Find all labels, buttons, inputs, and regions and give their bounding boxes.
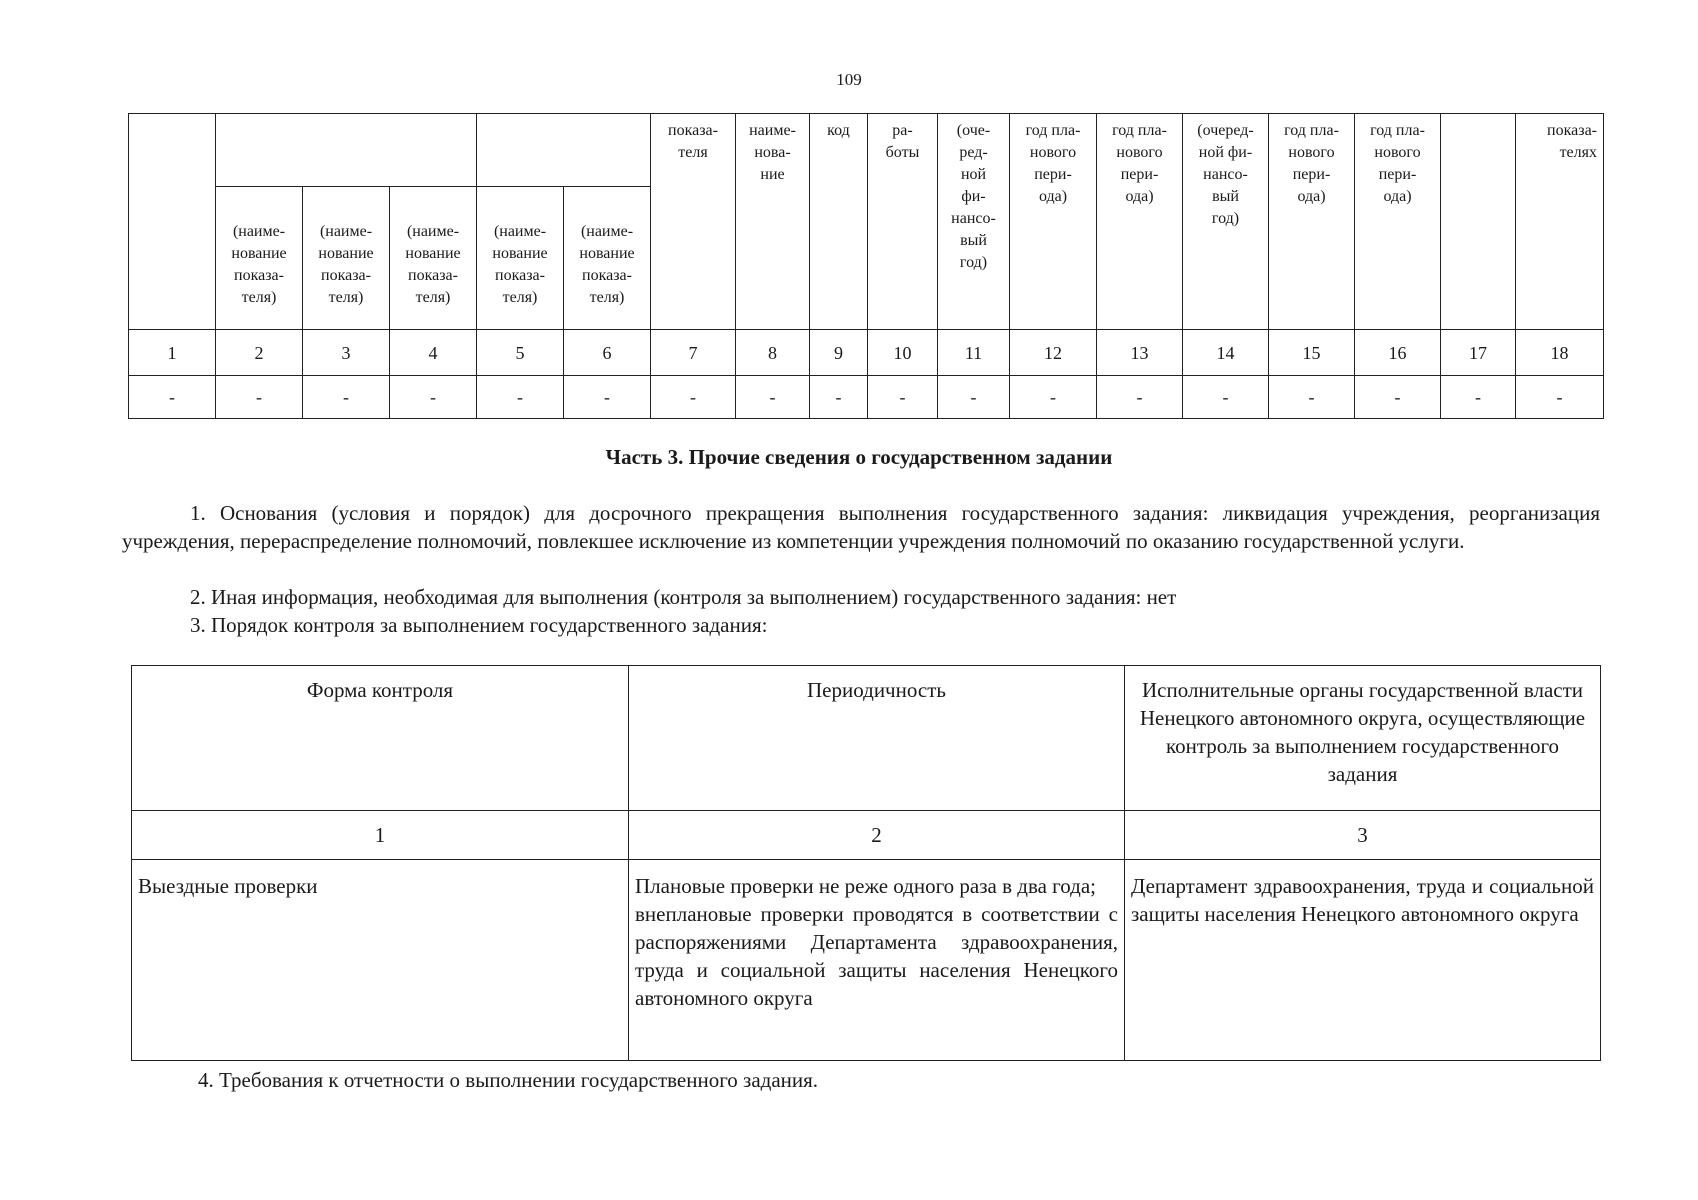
dash-cell: - xyxy=(736,376,810,419)
page-number: 109 xyxy=(836,70,862,89)
paragraph-control-order: 3. Порядок контроля за выполнением государственного задания: xyxy=(190,613,768,637)
header-cell xyxy=(1441,114,1516,330)
column-number: 7 xyxy=(651,330,736,376)
dash-cell: - xyxy=(303,376,390,419)
header-cell: год пла- нового пери- ода) xyxy=(1269,114,1355,330)
column-number: 9 xyxy=(810,330,868,376)
dash-cell: - xyxy=(216,376,303,419)
column-number: 8 xyxy=(736,330,810,376)
paragraph-other-info: 2. Иная информация, необходимая для выполнения (контроля за выполнением) государственного задания: нет xyxy=(190,585,1177,609)
header-cell: код xyxy=(810,114,868,330)
control-table xyxy=(131,665,1601,1061)
column-number: 3 xyxy=(1125,811,1601,860)
table-row xyxy=(129,376,1604,419)
column-number: 5 xyxy=(477,330,564,376)
header-cell xyxy=(129,114,216,330)
header-cell: наиме- нова- ние xyxy=(736,114,810,330)
column-number: 10 xyxy=(868,330,938,376)
dash-cell: - xyxy=(390,376,477,419)
header-executive-bodies: Исполнительные органы государственной власти Ненецкого автономного округа, осуществляющие контроль за выполнением государственного задания xyxy=(1125,666,1601,811)
column-number: 4 xyxy=(390,330,477,376)
column-number: 17 xyxy=(1441,330,1516,376)
subheader-cell: (наиме- нование показа- теля) xyxy=(216,187,303,330)
control-form-cell: Выездные проверки xyxy=(132,860,629,1061)
dash-cell: - xyxy=(810,376,868,419)
header-cell: год пла- нового пери- ода) xyxy=(1097,114,1183,330)
paragraph-reporting-requirements: 4. Требования к отчетности о выполнении государственного задания. xyxy=(198,1068,819,1092)
header-periodicity: Периодичность xyxy=(629,666,1125,811)
dash-cell: - xyxy=(1010,376,1097,419)
dash-cell: - xyxy=(1516,376,1604,419)
paragraph-early-termination: 1. Основания (условия и порядок) для досрочного прекращения выполнения государственного задания: ликвидация учреждения, реорганизация учреждения, перераспределение полномочий, повлекшее исключение из компетенции учреждения полномочий по оказанию государственной услуги. xyxy=(122,501,1600,553)
subheader-cell: (наиме- нование показа- теля) xyxy=(564,187,651,330)
column-number: 12 xyxy=(1010,330,1097,376)
header-cell: ра- боты xyxy=(868,114,938,330)
dash-cell: - xyxy=(1355,376,1441,419)
dash-cell: - xyxy=(651,376,736,419)
column-number: 13 xyxy=(1097,330,1183,376)
column-numbers-row xyxy=(129,330,1604,376)
header-cell: год пла- нового пери- ода) xyxy=(1010,114,1097,330)
dash-cell: - xyxy=(938,376,1010,419)
dash-cell: - xyxy=(477,376,564,419)
column-number: 2 xyxy=(629,811,1125,860)
periodicity-unplanned: внеплановые проверки проводятся в соответствии с распоряжениями Департамента здравоохранения, труда и социальной защиты населения Ненецкого автономного округа xyxy=(635,902,1118,1010)
indicator-table xyxy=(128,113,1604,419)
header-cell xyxy=(216,114,477,187)
subheader-cell: (наиме- нование показа- теля) xyxy=(477,187,564,330)
section-title: Часть 3. Прочие сведения о государственном задании xyxy=(605,445,1113,469)
header-cell xyxy=(477,114,651,187)
column-number: 2 xyxy=(216,330,303,376)
column-number: 14 xyxy=(1183,330,1269,376)
header-cell: год пла- нового пери- ода) xyxy=(1355,114,1441,330)
column-number: 1 xyxy=(129,330,216,376)
column-number: 3 xyxy=(303,330,390,376)
table-row xyxy=(132,860,1601,1061)
dash-cell: - xyxy=(1183,376,1269,419)
column-number: 6 xyxy=(564,330,651,376)
header-cell: (очеред- ной фи- нансо- вый год) xyxy=(1183,114,1269,330)
header-cell: (оче- ред- ной фи- нансо- вый год) xyxy=(938,114,1010,330)
column-number: 11 xyxy=(938,330,1010,376)
dash-cell: - xyxy=(1441,376,1516,419)
dash-cell: - xyxy=(1097,376,1183,419)
dash-cell: - xyxy=(1269,376,1355,419)
subheader-cell: (наиме- нование показа- теля) xyxy=(390,187,477,330)
periodicity-cell xyxy=(629,860,1125,1061)
column-number: 15 xyxy=(1269,330,1355,376)
header-form-of-control: Форма контроля xyxy=(132,666,629,811)
subheader-cell: (наиме- нование показа- теля) xyxy=(303,187,390,330)
dash-cell: - xyxy=(129,376,216,419)
header-cell: показа- теля xyxy=(651,114,736,330)
column-number: 18 xyxy=(1516,330,1604,376)
header-cell: показа- телях xyxy=(1516,114,1604,330)
column-number: 16 xyxy=(1355,330,1441,376)
executive-body-cell: Департамент здравоохранения, труда и социальной защиты населения Ненецкого автономного округа xyxy=(1125,860,1601,1061)
periodicity-planned: Плановые проверки не реже одного раза в два года; xyxy=(635,874,1097,898)
column-number: 1 xyxy=(132,811,629,860)
dash-cell: - xyxy=(564,376,651,419)
dash-cell: - xyxy=(868,376,938,419)
